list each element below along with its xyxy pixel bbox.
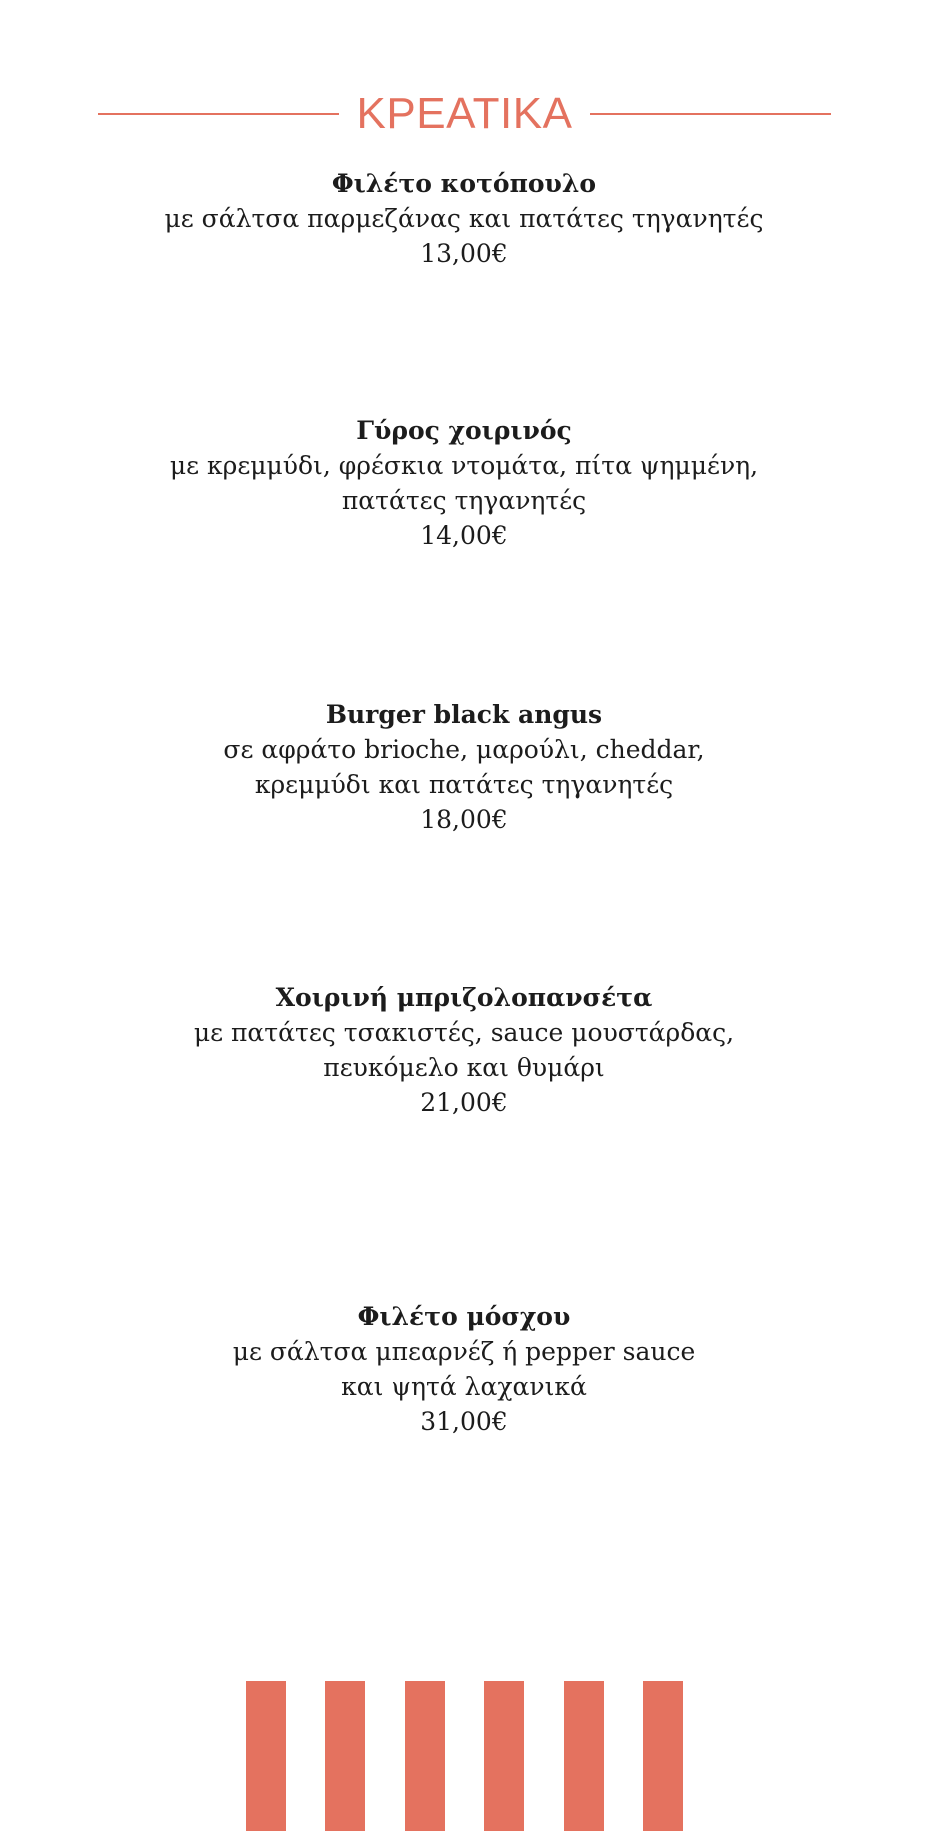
stripe	[405, 1681, 445, 1831]
item-name: Χοιρινή μπριζολοπανσέτα	[275, 983, 653, 1012]
stripe	[325, 1681, 365, 1831]
header-divider-right	[590, 113, 831, 115]
item-description: κρεμμύδι και πατάτες τηγανητές	[254, 770, 674, 799]
decorative-stripes	[246, 1681, 683, 1831]
item-name: Φιλέτο κοτόπουλο	[331, 169, 597, 198]
menu-item-pork-chop	[0, 980, 928, 1120]
item-price: 21,00€	[420, 1088, 508, 1117]
stripe	[484, 1681, 524, 1831]
item-name: Γύρος χοιρινός	[356, 416, 572, 445]
section-title: ΚΡΕΑΤΙΚΑ	[356, 89, 573, 138]
menu-item-chicken-fillet	[0, 166, 928, 271]
item-name: Burger black angus	[325, 700, 603, 729]
item-description: με σάλτσα μπεαρνέζ ή pepper sauce	[232, 1337, 696, 1366]
menu-item-burger	[0, 697, 928, 837]
header-divider-left	[98, 113, 339, 115]
stripe	[643, 1681, 683, 1831]
item-description: πευκόμελο και θυμάρι	[323, 1053, 605, 1082]
item-description: σε αφράτο brioche, μαρούλι, cheddar,	[223, 735, 705, 764]
item-description: πατάτες τηγανητές	[341, 486, 587, 515]
menu-item-pork-gyros	[0, 413, 928, 553]
item-price: 18,00€	[420, 805, 508, 834]
item-price: 31,00€	[420, 1407, 508, 1436]
section-header	[0, 84, 928, 144]
stripe	[564, 1681, 604, 1831]
stripe	[246, 1681, 286, 1831]
item-description: και ψητά λαχανικά	[341, 1372, 587, 1401]
item-price: 13,00€	[420, 239, 508, 268]
item-description: με σάλτσα παρμεζάνας και πατάτες τηγανητές	[164, 204, 764, 233]
item-description: με πατάτες τσακιστές, sauce μουστάρδας,	[193, 1018, 735, 1047]
item-price: 14,00€	[420, 521, 508, 550]
menu-item-beef-fillet	[0, 1299, 928, 1439]
item-description: με κρεμμύδι, φρέσκια ντομάτα, πίτα ψημμένη,	[169, 451, 759, 480]
item-name: Φιλέτο μόσχου	[357, 1302, 571, 1331]
